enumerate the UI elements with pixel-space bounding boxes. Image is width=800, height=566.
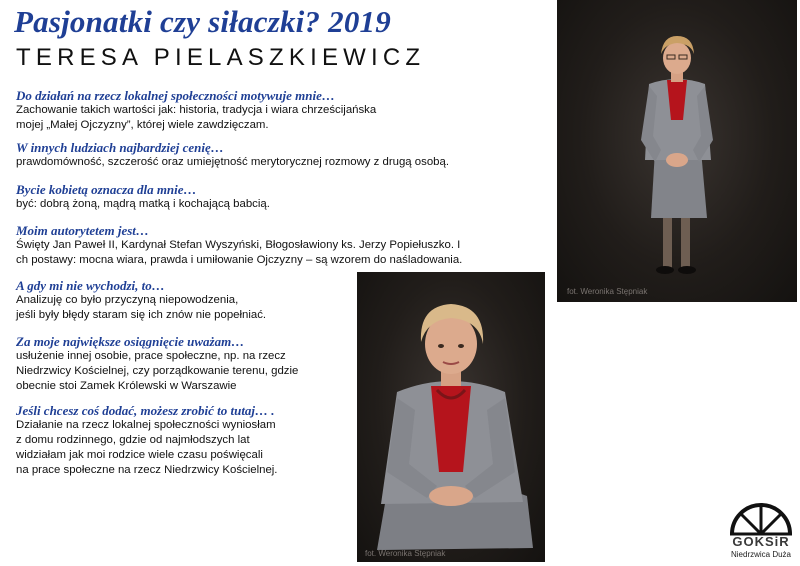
page-title: Pasjonatki czy siłaczki? 2019 xyxy=(14,4,391,39)
question: A gdy mi nie wychodzi, to… xyxy=(16,278,165,293)
portrait-seated-photo xyxy=(357,272,545,562)
qa-item-motivation xyxy=(16,88,466,133)
question: Bycie kobietą oznacza dla mnie… xyxy=(16,182,197,197)
answer: Zachowanie takich wartości jak: historia, tradycja i wiara chrześcijańska mojej „Małej Ojczyzny”, której wiele zawdzięczam. xyxy=(16,104,377,131)
photo-credit: fot. Weronika Stępniak xyxy=(365,549,446,558)
answer: być: dobrą żoną, mądrą matką i kochającą babcią. xyxy=(16,198,270,210)
answer: Analizuję co było przyczyną niepowodzenia, jeśli były błędy staram się ich znów nie popełniać. xyxy=(16,294,267,321)
answer: prawdomówność, szczerość oraz umiejętność merytorycznej rozmowy z drugą osobą. xyxy=(16,156,450,168)
qa-item-values xyxy=(16,140,466,170)
photo-credit: fot. Weronika Stępniak xyxy=(567,287,648,296)
standing-woman-figure xyxy=(557,0,797,302)
question: Moim autorytetem jest… xyxy=(16,223,149,238)
person-name: TERESA PIELASZKIEWICZ xyxy=(16,44,426,71)
logo-arch-icon xyxy=(726,500,796,536)
portrait-standing-photo xyxy=(557,0,797,302)
logo-location: Niedrzwica Duża xyxy=(730,550,792,559)
question: Jeśli chcesz coś dodać, możesz zrobić to tutaj… . xyxy=(16,403,275,418)
seated-woman-figure xyxy=(357,272,545,562)
question: Do działań na rzecz lokalnej społeczności motywuje mnie… xyxy=(16,88,335,103)
answer: Święty Jan Paweł II, Kardynał Stefan Wyszyński, Błogosławiony ks. Jerzy Popiełuszko. I ch postawy: mocna wiara, prawda i umiłowanie Ojczyzny – są wzorem do naśladowania. xyxy=(16,239,463,266)
answer: Działanie na rzecz lokalnej społeczności wyniosłam z domu rodzinnego, gdzie od najmłodszych lat widziałam jak moi rodzice wiele czasu poświęcali na prace społeczne na rzecz Niedrzwicy Kościelnej. xyxy=(16,419,278,476)
qa-item-womanhood xyxy=(16,182,466,212)
goksir-logo xyxy=(726,500,796,562)
answer: usłużenie innej osobie, prace społeczne, np. na rzecz Niedrzwicy Kościelnej, czy porządkowanie terenu, gdzie obecnie stoi Zamek Królewski w Warszawie xyxy=(16,350,299,392)
question: W innych ludziach najbardziej cenię… xyxy=(16,140,224,155)
logo-name: GOKSiR xyxy=(732,534,790,549)
question: Za moje największe osiągnięcie uważam… xyxy=(16,334,245,349)
qa-item-authority xyxy=(16,223,466,268)
